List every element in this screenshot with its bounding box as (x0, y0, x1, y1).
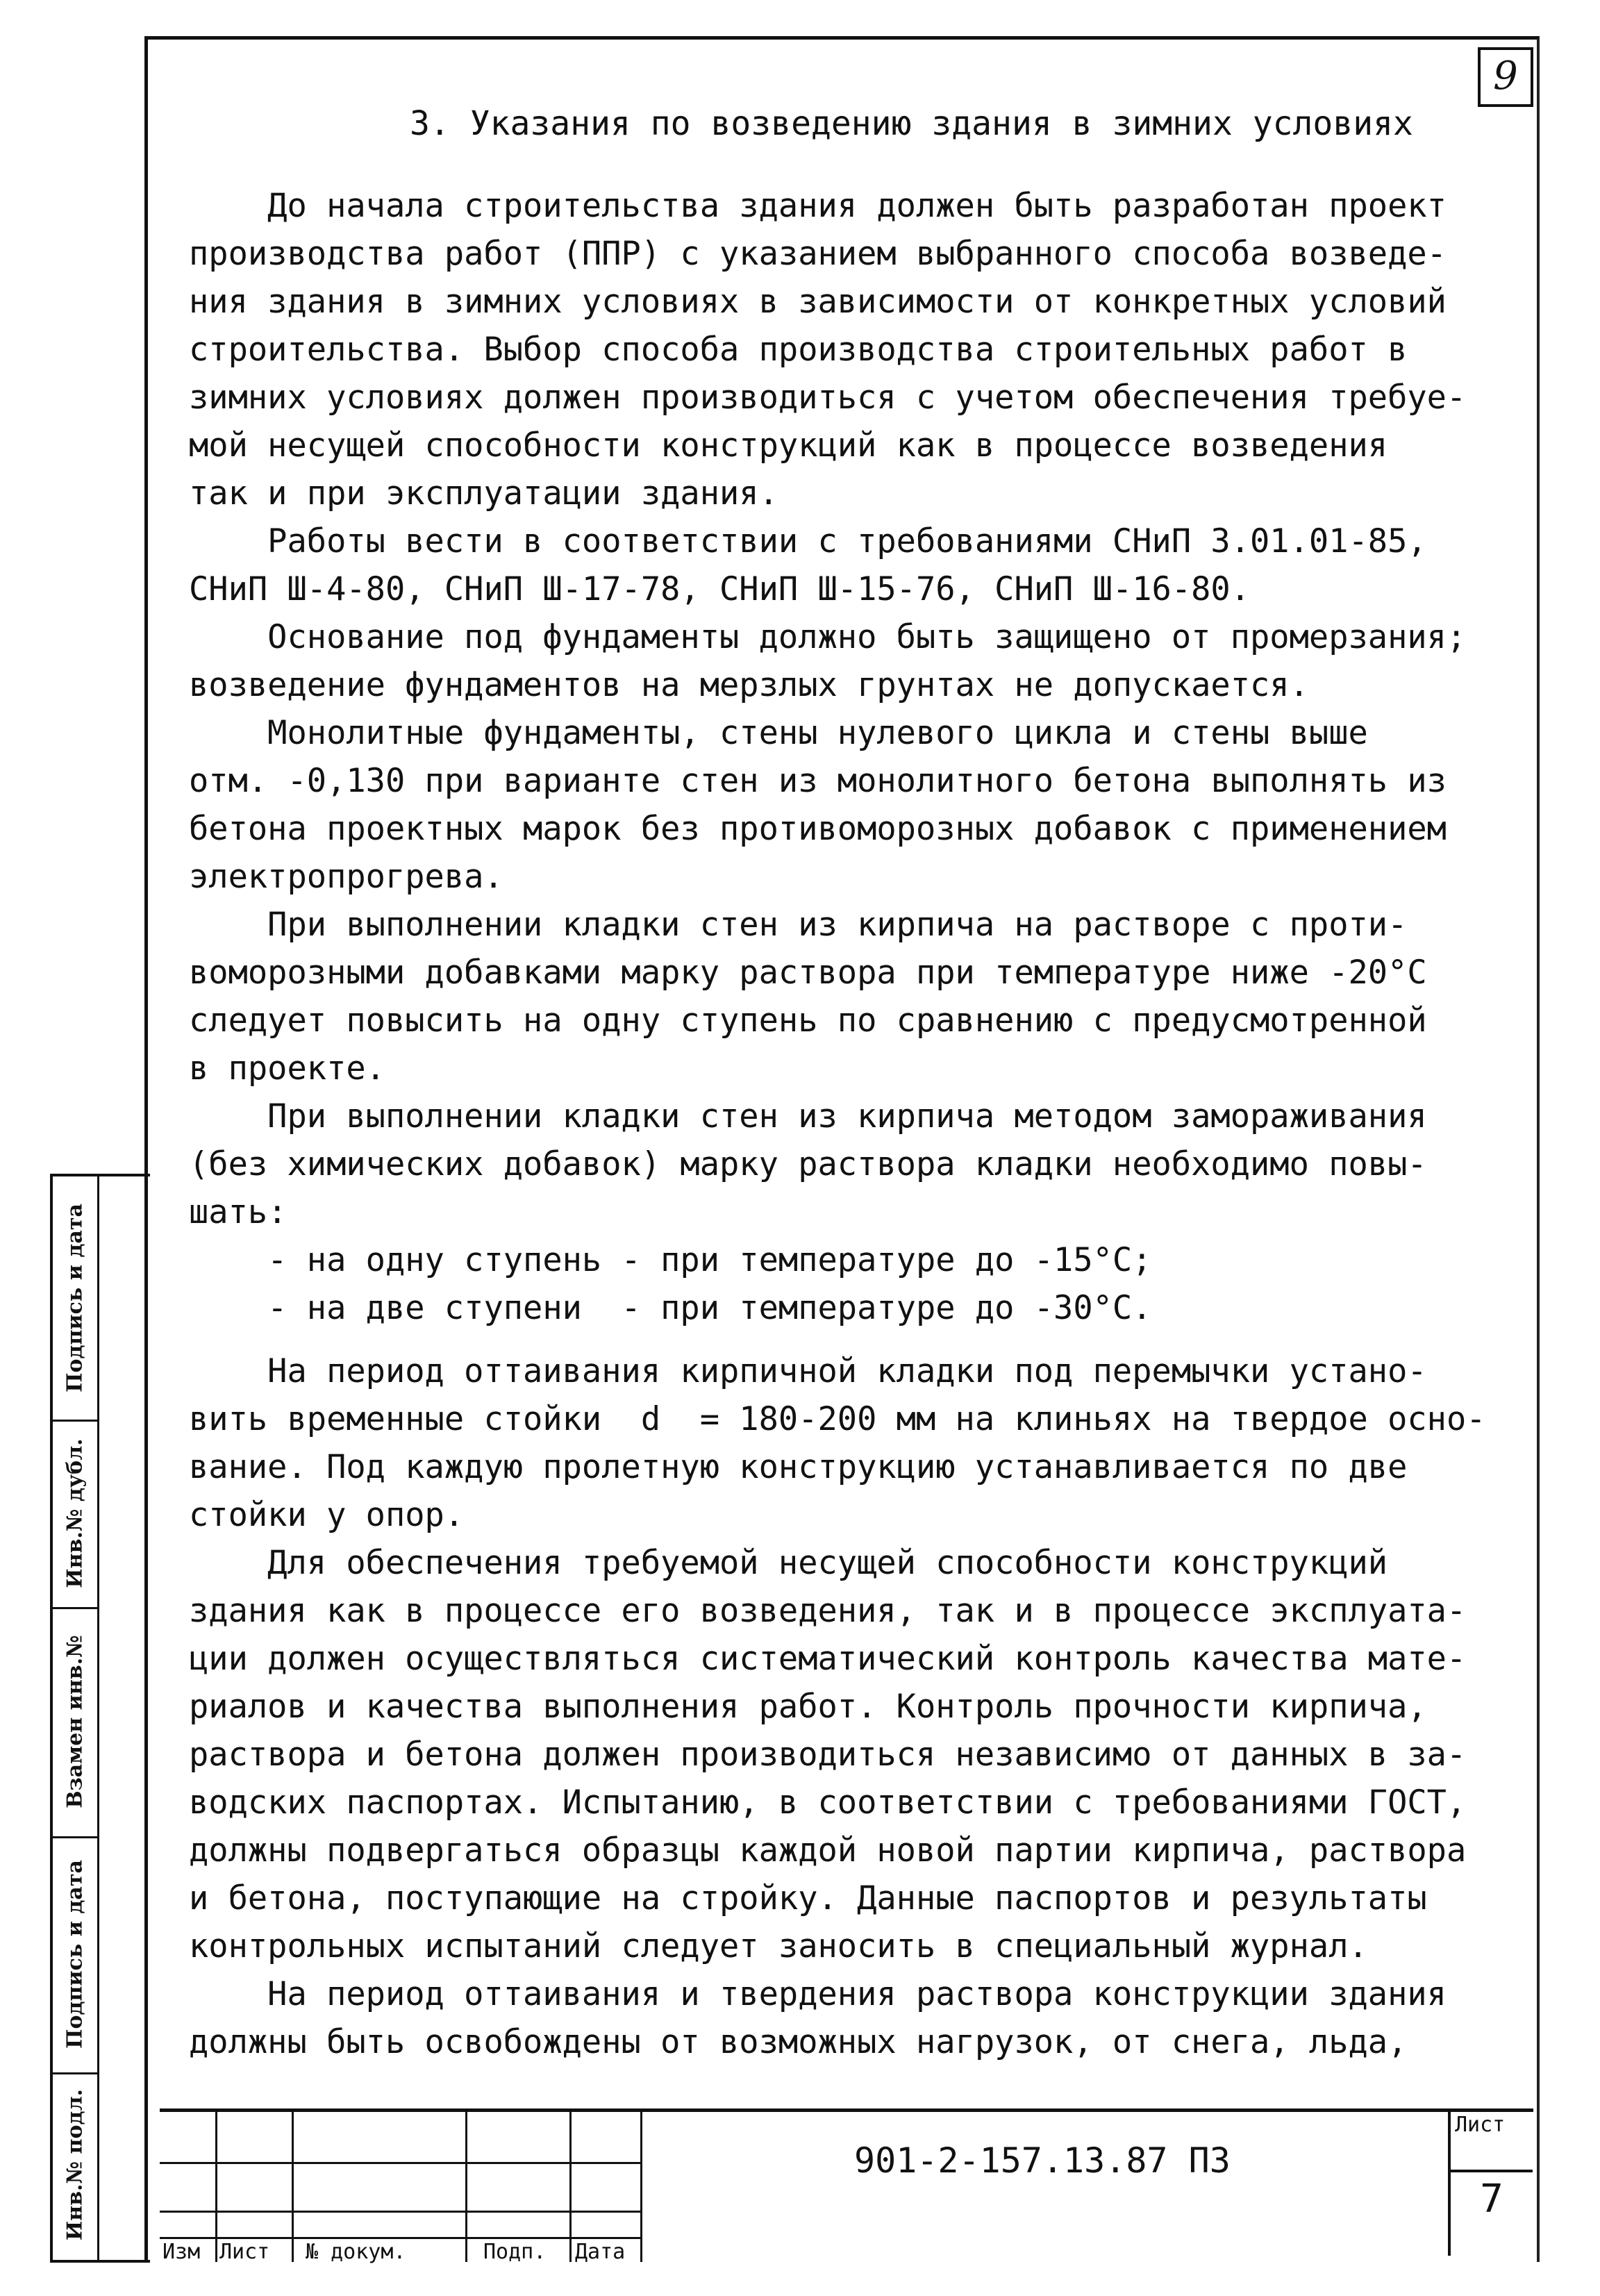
text-line: Монолитные фундаменты, стены нулевого цикла и стены выше (189, 714, 1368, 752)
text-line: контрольных испытаний следует заносить в специальный журнал. (189, 1927, 1368, 1965)
text-line: До начала строительства здания должен быть разработан проект (189, 187, 1447, 225)
text-line: - на одну ступень - при температуре до -15°С; (189, 1241, 1152, 1279)
side-stamp-signature-date-1: Подпись и дата (53, 1176, 97, 1422)
text-line: - на две ступени - при температуре до -30°С. (189, 1289, 1152, 1327)
text-line: На период оттаивания и твердения раствора конструкции здания (189, 1975, 1447, 2013)
text-line: электропрогрева. (189, 858, 503, 896)
document-code: 901-2-157.13.87 ПЗ (854, 2140, 1231, 2181)
text-line: Основание под фундаменты должно быть защищено от промерзания; (189, 618, 1467, 656)
text-line: вание. Под каждую пролетную конструкцию устанавливается по две (189, 1448, 1408, 1486)
label-signature: Подп. (483, 2240, 547, 2264)
text-line: должны подвергаться образцы каждой новой партии кирпича, раствора (189, 1831, 1467, 1870)
title-block (160, 2108, 1533, 2262)
section-title: 3. Указания по возведению здания в зимних условиях (410, 104, 1413, 143)
side-stamp-signature-date-2: Подпись и дата (53, 1836, 97, 2074)
label-date: Дата (575, 2240, 626, 2264)
text-line: При выполнении кладки стен из кирпича методом замораживания (189, 1097, 1427, 1135)
text-line: стойки у опор. (189, 1496, 465, 1534)
text-line: бетона проектных марок без противоморозных добавок с применением (189, 810, 1447, 848)
text-line: воморозными добавками марку раствора при температуре ниже -20°С (189, 954, 1427, 992)
text-line: ции должен осуществляться систематический контроль качества мате- (189, 1640, 1467, 1678)
side-stamp-replace-inventory: Взамен инв.№ (53, 1607, 97, 1838)
text-line: и бетона, поступающие на стройку. Данные паспортов и результаты (189, 1879, 1427, 1918)
side-stamp (50, 1174, 150, 2263)
text-line: шать: (189, 1193, 288, 1231)
document-body (189, 182, 1515, 2066)
text-line: мой несущей способности конструкций как в процессе возведения (189, 426, 1388, 465)
label-doc-number: № докум. (306, 2240, 406, 2264)
text-line: При выполнении кладки стен из кирпича на растворе с проти- (189, 906, 1408, 944)
text-line: возведение фундаментов на мерзлых грунтах не допускается. (189, 666, 1309, 704)
text-line: производства работ (ППР) с указанием выбранного способа возведе- (189, 235, 1447, 273)
text-line: в проекте. (189, 1049, 385, 1088)
text-line: здания как в процессе его возведения, так и в процессе эксплуата- (189, 1592, 1467, 1630)
title-block-grid (160, 2112, 640, 2262)
text-line: водских паспортах. Испытанию, в соответствии с требованиями ГОСТ, (189, 1783, 1467, 1822)
sheet-number: 7 (1451, 2170, 1533, 2222)
side-stamp-dup-inventory: Инв.№ дубл. (53, 1420, 97, 1609)
page-number: 9 (1478, 47, 1533, 107)
text-line: так и при эксплуатации здания. (189, 474, 778, 513)
text-line: На период оттаивания кирпичной кладки под перемычки устано- (189, 1352, 1427, 1390)
text-line: следует повысить на одну ступень по сравнению с предусмотренной (189, 1001, 1427, 1040)
text-line: раствора и бетона должен производиться независимо от данных в за- (189, 1736, 1467, 1774)
text-line: отм. -0,130 при варианте стен из монолитного бетона выполнять из (189, 762, 1447, 800)
text-line: Для обеспечения требуемой несущей способности конструкций (189, 1544, 1388, 1582)
text-line: должны быть освобождены от возможных нагрузок, от снега, льда, (189, 2023, 1408, 2061)
text-line: (без химических добавок) марку раствора кладки необходимо повы- (189, 1145, 1427, 1183)
text-line: Работы вести в соответствии с требованиями СНиП 3.01.01-85, (189, 522, 1427, 560)
text-line: зимних условиях должен производиться с учетом обеспечения требуе- (189, 378, 1467, 417)
text-line: риалов и качества выполнения работ. Контроль прочности кирпича, (189, 1688, 1427, 1726)
sheet-label: Лист (1455, 2113, 1506, 2137)
text-line: строительства. Выбор способа производства строительных работ в (189, 331, 1408, 369)
text-line: СНиП Ш-4-80, СНиП Ш-17-78, СНиП Ш-15-76, СНиП Ш-16-80. (189, 570, 1251, 608)
text-line: вить временные стойки d = 180-200 мм на клиньях на твердое осно- (189, 1400, 1486, 1438)
text-line: ния здания в зимних условиях в зависимости от конкретных условий (189, 283, 1447, 321)
side-stamp-original-inventory: Инв.№ подл. (62, 2088, 88, 2241)
label-izm: Изм (162, 2240, 201, 2264)
sheet-box (1448, 2108, 1533, 2256)
label-list: Лист (219, 2240, 270, 2264)
